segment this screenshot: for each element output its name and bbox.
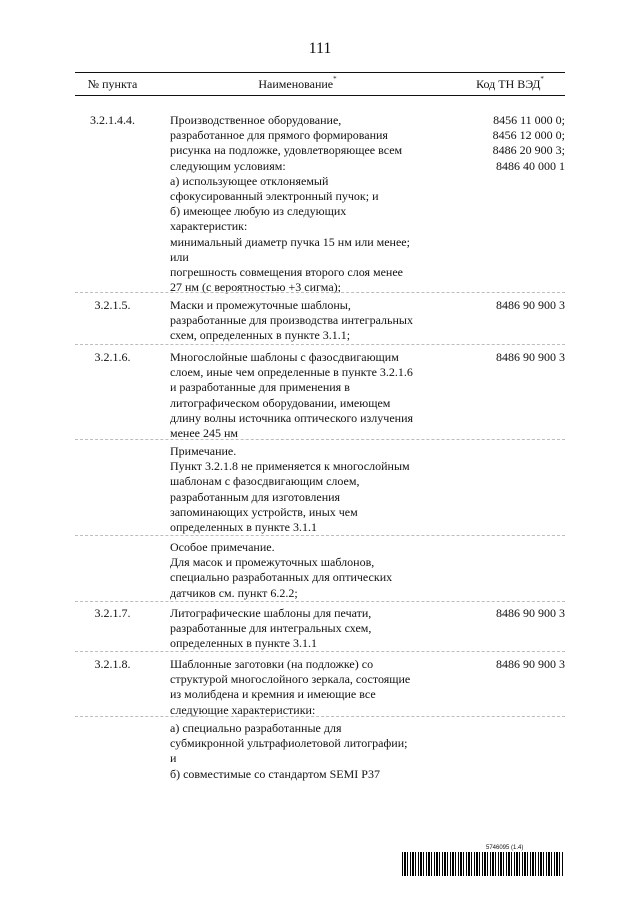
row-code: 8456 11 000 0; 8456 12 000 0; 8486 20 900 3; 8486 40 000 1 xyxy=(492,113,565,173)
header-name-footnote: * xyxy=(333,75,337,83)
row-code: 8486 90 900 3 xyxy=(496,606,565,620)
characteristics-3218: а) специально разработанные для субмикронной ультрафиолетовой литографии; и б) совместимые со стандартом SEMI P37 xyxy=(170,721,408,781)
row-name: Маски и промежуточные шаблоны, разработанные для производства интегральных схем, определенных в пункте 3.1.1; xyxy=(170,298,413,343)
row-divider xyxy=(75,535,565,536)
table-header xyxy=(75,72,565,96)
barcode-label: 5746095 (1.4) xyxy=(486,845,524,851)
row-name: Многослойные шаблоны с фазосдвигающим слоем, иные чем определенные в пункте 3.2.1.6 и разработанные для применения в литографическом оборудовании, имеющем длину волны источника оптического излучения менее 245 нм xyxy=(170,350,414,441)
row-number: 3.2.1.4.4. xyxy=(90,113,135,127)
row-divider xyxy=(75,439,565,440)
note-3216: Примечание. Пункт 3.2.1.8 не применяется к многослойным шаблонам с фазосдвигающим слоем, разработанным для изготовления запоминающих устройств, иных чем определенных в пункте 3.1.1 xyxy=(170,444,410,535)
row-name: Литографические шаблоны для печати, разработанные для интегральных схем, определенных в пункте 3.1.1 xyxy=(170,606,372,651)
row-name: Шаблонные заготовки (на подложке) со структурой многослойного зеркала, состоящие из молибдена и кремния и имеющие все следующие характеристики: xyxy=(170,657,411,717)
header-code xyxy=(455,77,565,92)
row-divider xyxy=(75,344,565,345)
row-code: 8486 90 900 3 xyxy=(496,350,565,364)
row-name: Производственное оборудование, разработанное для прямого формирования рисунка на подложке, удовлетворяющее всем следующим условиям: а) использующее отклоняемый сфокусированный электронный пучок; и б) имеющее любую из следующих характеристик: минимальный диаметр пучка 15 нм или менее; или погрешность совмещения второго слоя менее 27 нм (с вероятностью +3 сигма); xyxy=(170,113,410,295)
special-note-3216: Особое примечание. Для масок и промежуточных шаблонов, специально разработанных для оптических датчиков см. пункт 6.2.2; xyxy=(170,540,393,600)
row-divider xyxy=(75,601,565,602)
row-code: 8486 90 900 3 xyxy=(496,657,565,671)
header-item-number: № пункта xyxy=(87,77,138,91)
page-number: 111 xyxy=(308,40,332,57)
row-number: 3.2.1.6. xyxy=(94,350,131,364)
row-divider xyxy=(75,651,565,652)
row-number: 3.2.1.5. xyxy=(94,298,131,312)
header-code-label: Код ТН ВЭД xyxy=(476,77,541,91)
header-name-label: Наименование xyxy=(258,77,334,91)
row-code: 8486 90 900 3 xyxy=(496,298,565,312)
header-name xyxy=(170,77,425,92)
row-divider xyxy=(75,716,565,717)
barcode xyxy=(402,852,564,876)
header-code-footnote: * xyxy=(540,75,544,83)
row-divider xyxy=(75,292,565,293)
row-number: 3.2.1.7. xyxy=(94,606,131,620)
row-number: 3.2.1.8. xyxy=(94,657,131,671)
